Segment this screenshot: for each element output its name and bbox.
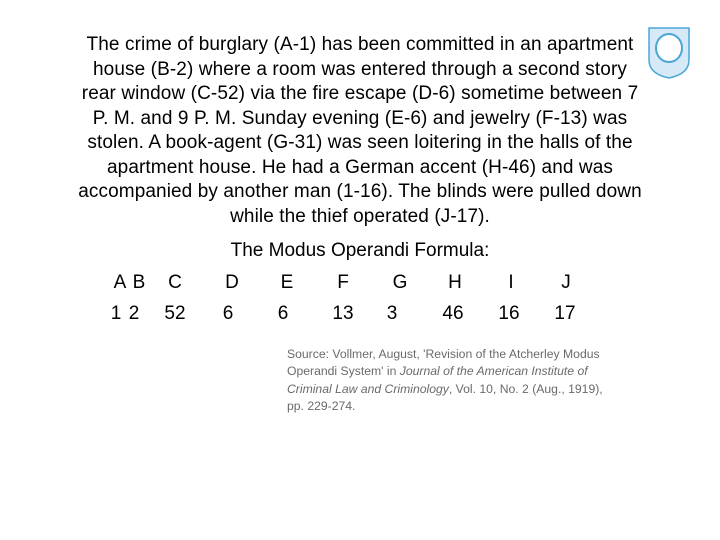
formula-number: 6 bbox=[222, 303, 234, 324]
formula-letter: A bbox=[113, 272, 127, 293]
open-university-shield-icon bbox=[646, 24, 692, 80]
formula-number: 46 bbox=[442, 303, 464, 324]
formula-number: 6 bbox=[277, 303, 289, 324]
paragraph-line: The crime of burglary (A-1) has been committed in an apartment bbox=[86, 34, 634, 55]
paragraph-line: accompanied by another man (1-16). The blinds were pulled down bbox=[78, 181, 642, 202]
formula-number: 16 bbox=[498, 303, 520, 324]
journal-title: Criminal Law and Criminology bbox=[287, 381, 449, 396]
formula-letter: J bbox=[561, 272, 571, 293]
formula-letter: G bbox=[392, 272, 408, 293]
formula-letter: C bbox=[168, 272, 182, 293]
paragraph-line: apartment house. He had a German accent (H-46) and was bbox=[107, 156, 613, 178]
source-citation bbox=[287, 346, 667, 416]
source-text: Operandi System' in bbox=[287, 364, 400, 379]
source-line: Source: Vollmer, August, 'Revision of the Atcherley Modus bbox=[287, 347, 600, 361]
paragraph-line: P. M. and 9 P. M. Sunday evening (E-6) and jewelry (F-13) was bbox=[92, 107, 628, 129]
source-line: pp. 229-274. bbox=[287, 399, 356, 414]
formula-number: 2 bbox=[128, 303, 140, 324]
paragraph-line: while the thief operated (J-17). bbox=[230, 205, 490, 227]
formula-number: 17 bbox=[554, 303, 576, 324]
source-line bbox=[287, 363, 667, 380]
paragraph-line: rear window (C-52) via the fire escape (D-6) sometime between 7 bbox=[81, 83, 639, 104]
formula-number: 1 bbox=[110, 303, 122, 324]
journal-title: Journal of the American Institute of bbox=[399, 364, 588, 379]
source-text: , Vol. 10, No. 2 (Aug., 1919), bbox=[448, 381, 603, 396]
paragraph-line: house (B-2) where a room was entered through a second story bbox=[93, 58, 627, 80]
formula-letter: H bbox=[448, 272, 462, 293]
formula-letter: B bbox=[132, 272, 146, 293]
formula-letter: E bbox=[280, 272, 294, 293]
formula-letter: D bbox=[225, 272, 239, 293]
formula-letter: F bbox=[337, 272, 349, 293]
formula-title: The Modus Operandi Formula: bbox=[230, 240, 490, 261]
formula-number: 52 bbox=[164, 303, 186, 324]
formula-letter: I bbox=[508, 272, 514, 293]
case-description-paragraph bbox=[30, 33, 690, 229]
source-line bbox=[287, 381, 667, 398]
formula-number: 3 bbox=[386, 303, 398, 324]
formula-number: 13 bbox=[332, 303, 354, 324]
paragraph-line: stolen. A book-agent (G-31) was seen loitering in the halls of the bbox=[87, 132, 633, 153]
